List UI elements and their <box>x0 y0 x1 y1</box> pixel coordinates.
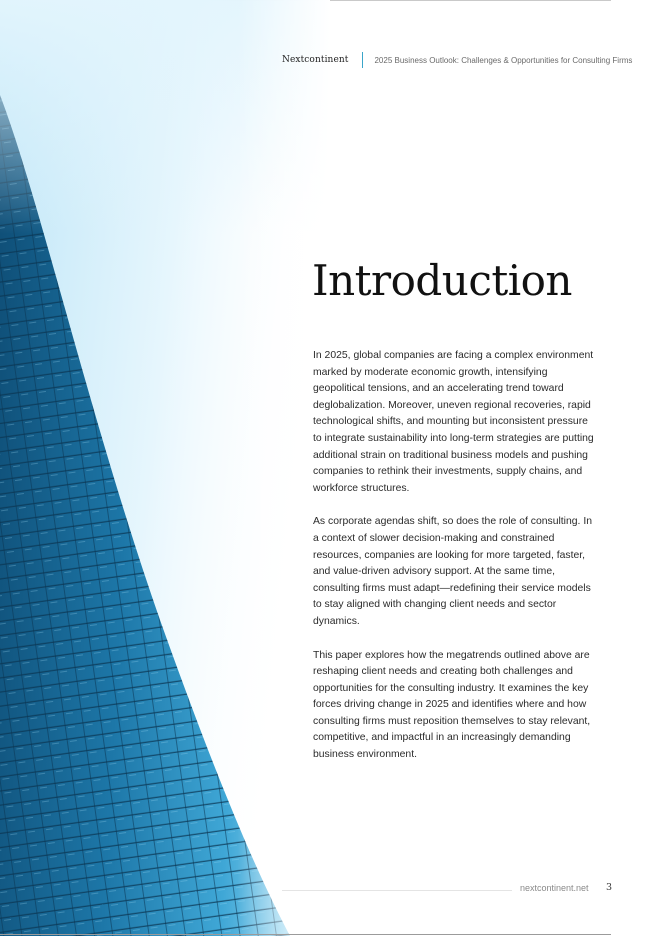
header-divider <box>362 52 363 68</box>
paragraph: In 2025, global companies are facing a complex environment marked by moderate economic growth, intensifying geopolitical tensions, and an accelerating trend toward deglobalization. Moreover, uneven regional recoveries, rapid technological shifts, and mounting but inconsistent pressure to integrate sustainability into long-term strategies are putting additional strain on traditional business models and pushing companies to rethink their investments, supply chains, and workforce structures. <box>313 350 594 494</box>
paragraph: As corporate agendas shift, so does the role of consulting. In a context of slower decision-making and constrained resources, companies are looking for more targeted, faster, and value-driven advisory support. At the same time, consulting firms must adapt—redefining their service models to stay aligned with changing client needs and sector dynamics. <box>313 516 592 627</box>
footer-rule <box>282 890 512 891</box>
section-heading: Introduction <box>312 256 572 305</box>
running-header <box>282 52 632 68</box>
page-number: 3 <box>606 882 613 893</box>
skyscraper-photo <box>0 0 330 936</box>
document-title: 2025 Business Outlook: Challenges & Opportunities for Consulting Firms <box>374 55 633 65</box>
bottom-rule <box>0 934 611 935</box>
footer-url[interactable]: nextcontinent.net <box>520 883 589 893</box>
body-text <box>313 348 595 781</box>
paragraph: This paper explores how the megatrends outlined above are reshaping client needs and creating both challenges and opportunities for the consulting industry. It examines the key forces driving change in 2025 and identifies where and how consulting firms must reposition themselves to stay relevant, competitive, and impactful in an increasingly demanding business environment. <box>313 649 591 761</box>
brand-name: Nextcontinent <box>282 55 349 65</box>
